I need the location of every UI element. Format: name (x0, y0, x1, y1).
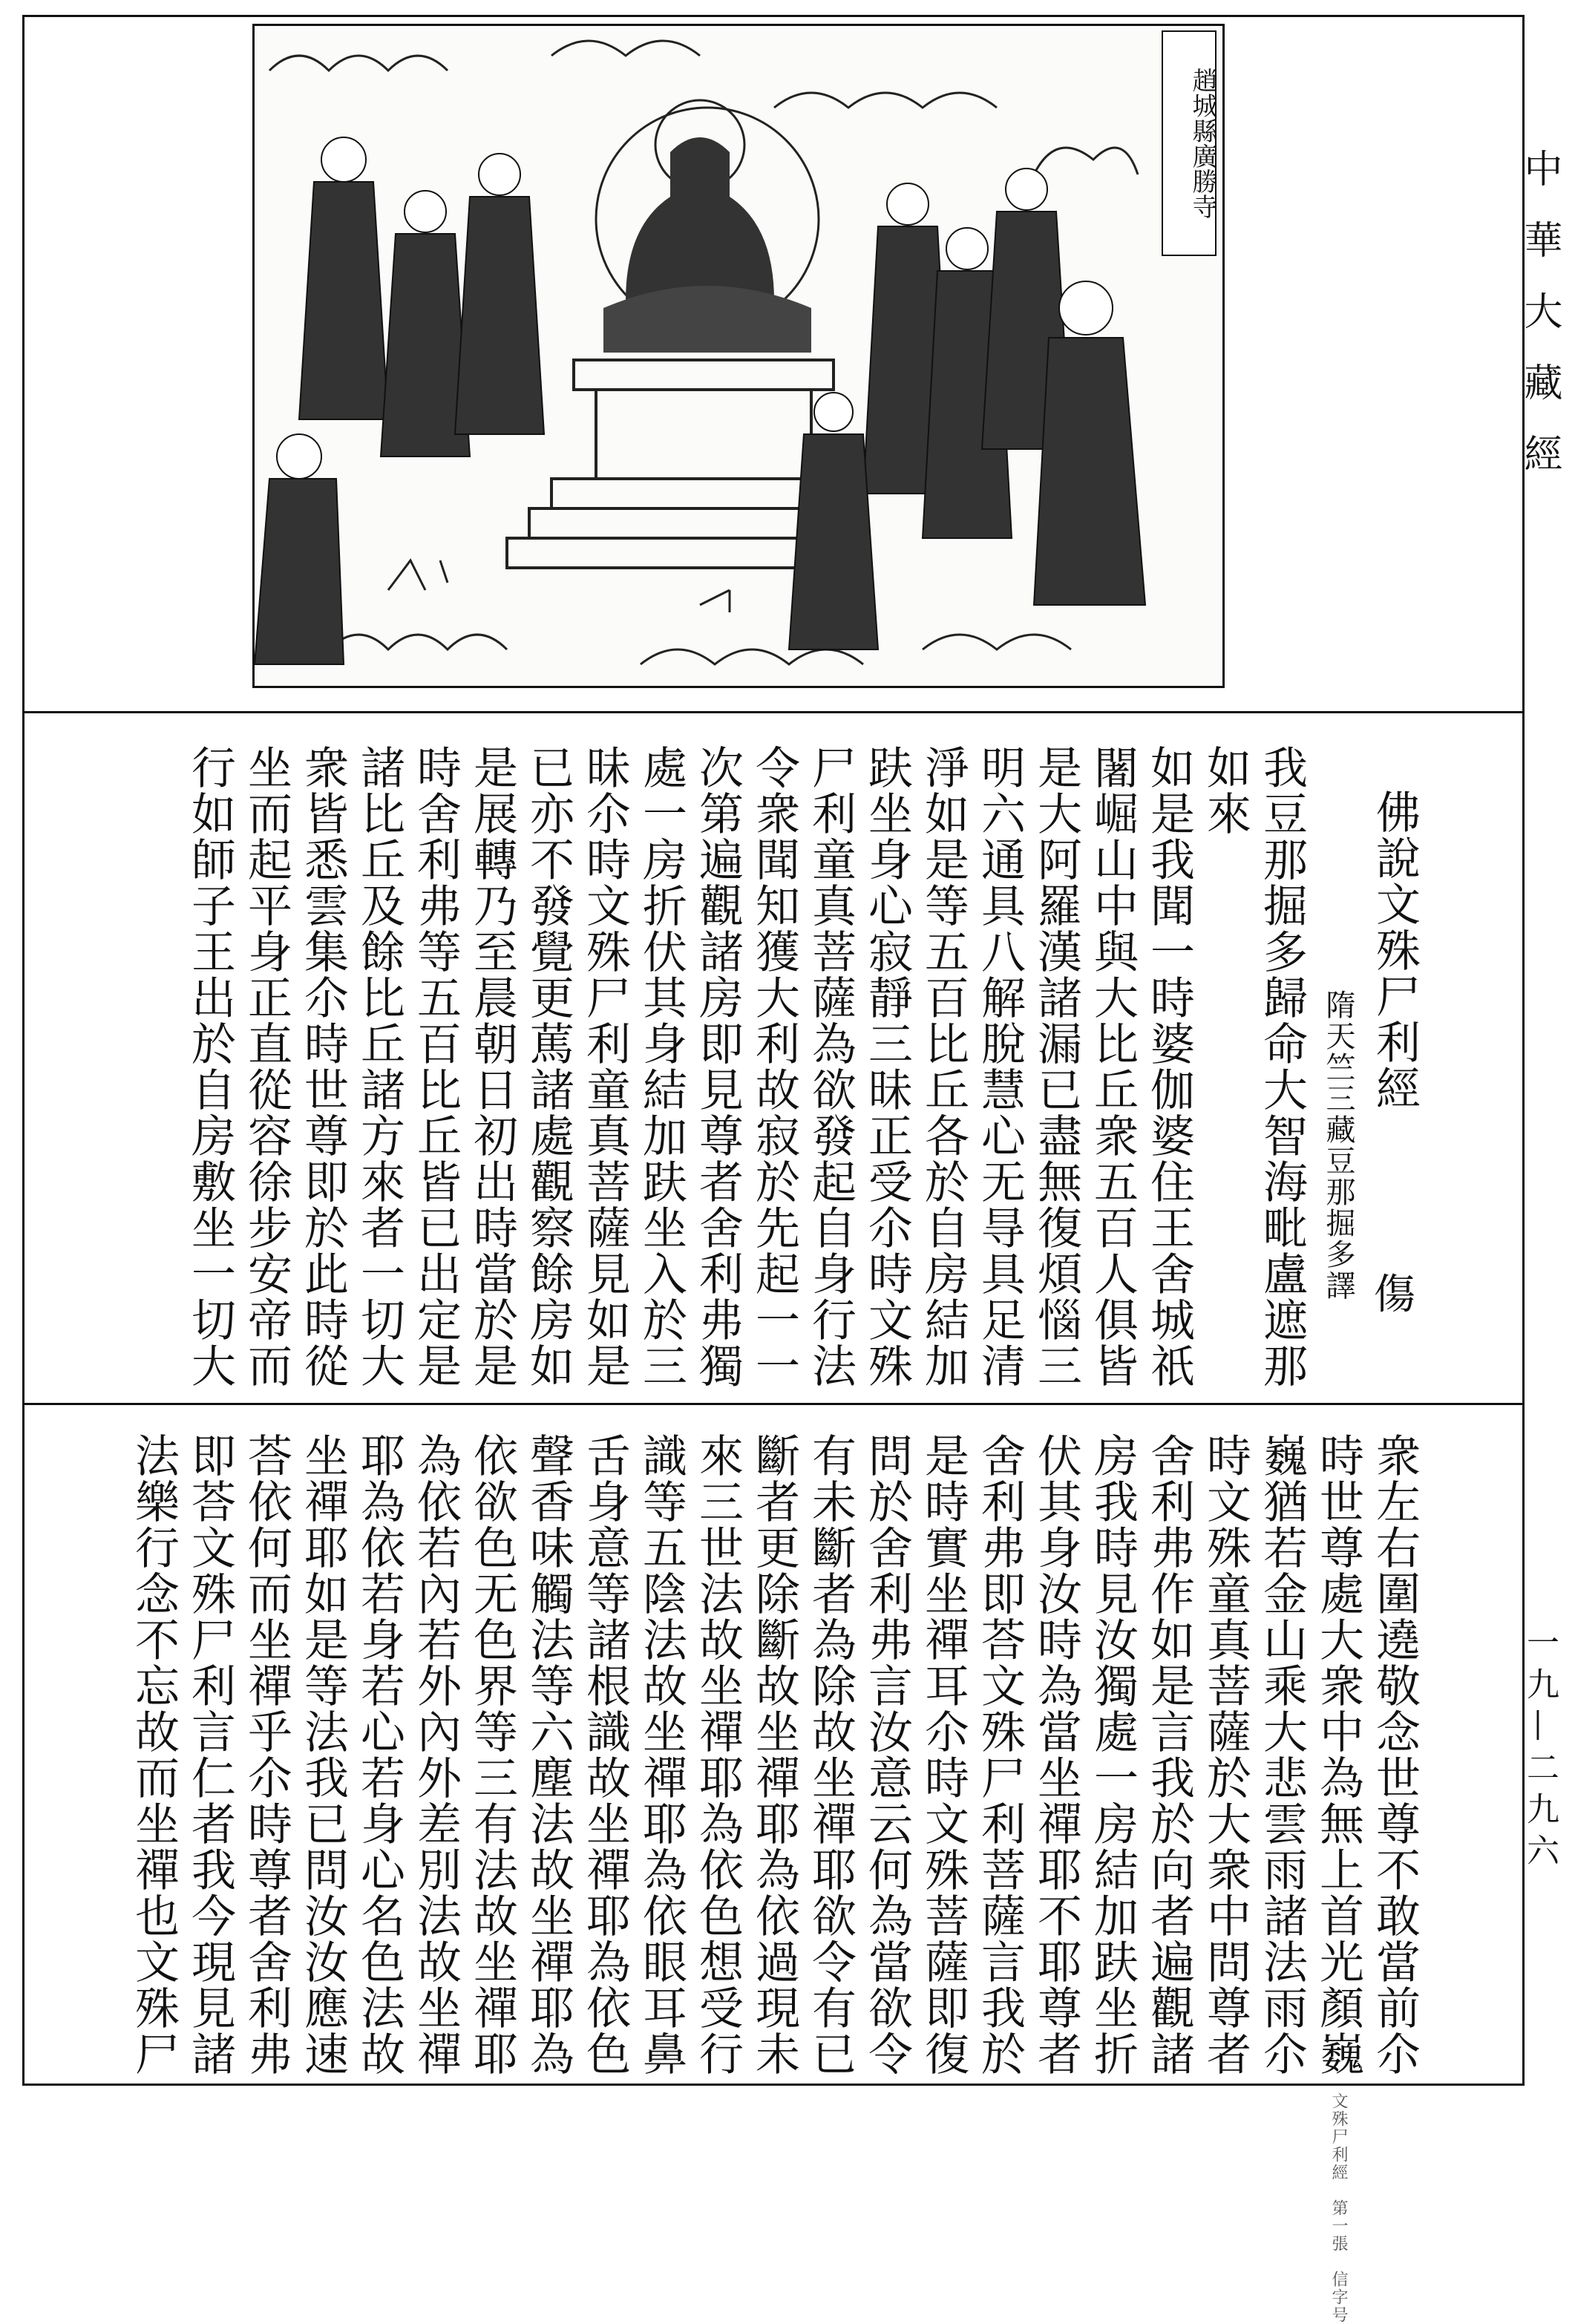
translator-seal-mark: 傷 (1374, 1271, 1415, 1319)
buddha-assembly-illustration (252, 24, 1225, 688)
text-line: 衆皆悉雲集尒時世尊即於此時從 (297, 744, 349, 1389)
text-line: 即荅文殊尸利言仁者我今現見諸 (184, 1433, 236, 2077)
text-line: 有未斷者為除故坐禪耶欲令有已 (805, 1433, 857, 2077)
text-line: 房我時見汝獨處一房結加趺坐折 (1087, 1433, 1139, 2077)
text-line: 是展轉乃至晨朝日初出時當於是 (466, 744, 518, 1389)
text-line: 已亦不發覺更䔍諸處觀察餘房如 (523, 744, 574, 1389)
text-line: 衆左右圍遶敬念世尊不敢當前尒 (1369, 1433, 1421, 2077)
text-line: 諸比丘及餘比丘諸方來者一切大 (353, 744, 405, 1389)
text-line: 淨如是等五百比丘各於自房結加 (917, 744, 969, 1389)
text-line: 昧尒時文殊尸利童真菩薩見如是 (579, 744, 631, 1389)
text-line: 坐禪耶如是等法我已問汝汝應速 (297, 1433, 349, 2077)
text-line: 時舍利弗等五百比丘皆已出定是 (410, 744, 462, 1389)
text-line: 如是我聞一時婆伽婆住王舍城祇 (1143, 744, 1195, 1389)
text-line: 為依若內若外內外差別法故坐禪 (410, 1433, 462, 2077)
text-line: 是時實坐禪耳尒時文殊菩薩即復 (917, 1433, 969, 2077)
text-line: 次第遍觀諸房即見尊者舍利弗獨 (692, 744, 744, 1389)
text-line-content: 時世尊處大衆中為無上首光顏巍 (1312, 1433, 1364, 2077)
text-line: 耶為依若身若心若身心名色法故 (353, 1433, 405, 2077)
page-number: 一九—二九六 (1521, 1626, 1559, 1875)
temple-label: 趙城縣廣勝寺 (1162, 30, 1217, 256)
text-line: 識等五陰法故坐禪耶為依眼耳鼻 (635, 1433, 687, 2077)
text-line: 舍利弗即荅文殊尸利菩薩言我於 (974, 1433, 1026, 2077)
text-line: 坐而起平身正直從容徐步安帝而 (240, 744, 292, 1389)
collection-title: 中華大藏經 (1517, 148, 1562, 505)
text-line: 舍利弗作如是言我於向者遍觀諸 (1143, 1433, 1195, 2077)
text-line: 舌身意等諸根識故坐禪耶為依色 (579, 1433, 631, 2077)
text-line: 如來 (1199, 744, 1251, 837)
divider-top (22, 711, 1525, 713)
text-line: 聲香味觸法等六塵法故坐禪耶為 (523, 1433, 574, 2077)
text-line: 來三世法故坐禪耶為依色想受行 (692, 1433, 744, 2077)
sutra-opening-block (184, 744, 1423, 1389)
margin-note: 文殊尸利經 第一張 信字号 (1329, 2092, 1348, 2324)
text-line: 明六通具八解脫慧心无㝵具足清 (974, 744, 1026, 1389)
text-line: 荅依何而坐禪乎尒時尊者舍利弗 (240, 1433, 292, 2077)
text-line: 我豆那掘多歸命大智海毗盧遮那 (1256, 744, 1308, 1389)
illustration-drawing (255, 26, 1222, 686)
text-line: 處一房折伏其身結加趺坐入於三 (635, 744, 687, 1389)
text-line: 闍崛山中與大比丘衆五百人俱皆 (1087, 744, 1139, 1389)
text-line (1310, 1433, 1366, 2324)
text-line: 令衆聞知獲大利故寂於先起一一 (748, 744, 800, 1389)
text-line: 伏其身汝時為當坐禪耶不耶尊者 (1030, 1433, 1082, 2077)
text-line: 問於舍利弗言汝意云何為當欲令 (861, 1433, 913, 2077)
text-line: 斷者更除斷故坐禪耶為依過現未 (748, 1433, 800, 2077)
text-line: 巍猶若金山乘大悲雲雨諸法雨尒 (1256, 1433, 1308, 2077)
text-line: 法樂行念不忘故而坐禪也文殊尸 (128, 1433, 180, 2077)
text-line: 尸利童真菩薩為欲發起自身行法 (805, 744, 857, 1389)
divider-bottom (22, 1403, 1525, 1405)
text-line: 時文殊童真菩薩於大衆中問尊者 (1199, 1433, 1251, 2077)
text-line: 依欲色无色界等三有法故坐禪耶 (466, 1433, 518, 2077)
text-line: 趺坐身心寂靜三昧正受尒時文殊 (861, 744, 913, 1389)
translator-credit: 隋天竺三藏豆那掘多譯 (1321, 989, 1355, 1301)
sutra-continuation-block (72, 1433, 1423, 2324)
text-line: 是大阿羅漢諸漏已盡無復煩惱三 (1030, 744, 1082, 1389)
text-line: 行如師子王出於自房敷坐一切大 (184, 744, 236, 1389)
sutra-title: 佛說文殊尸利經 (1369, 789, 1421, 1111)
